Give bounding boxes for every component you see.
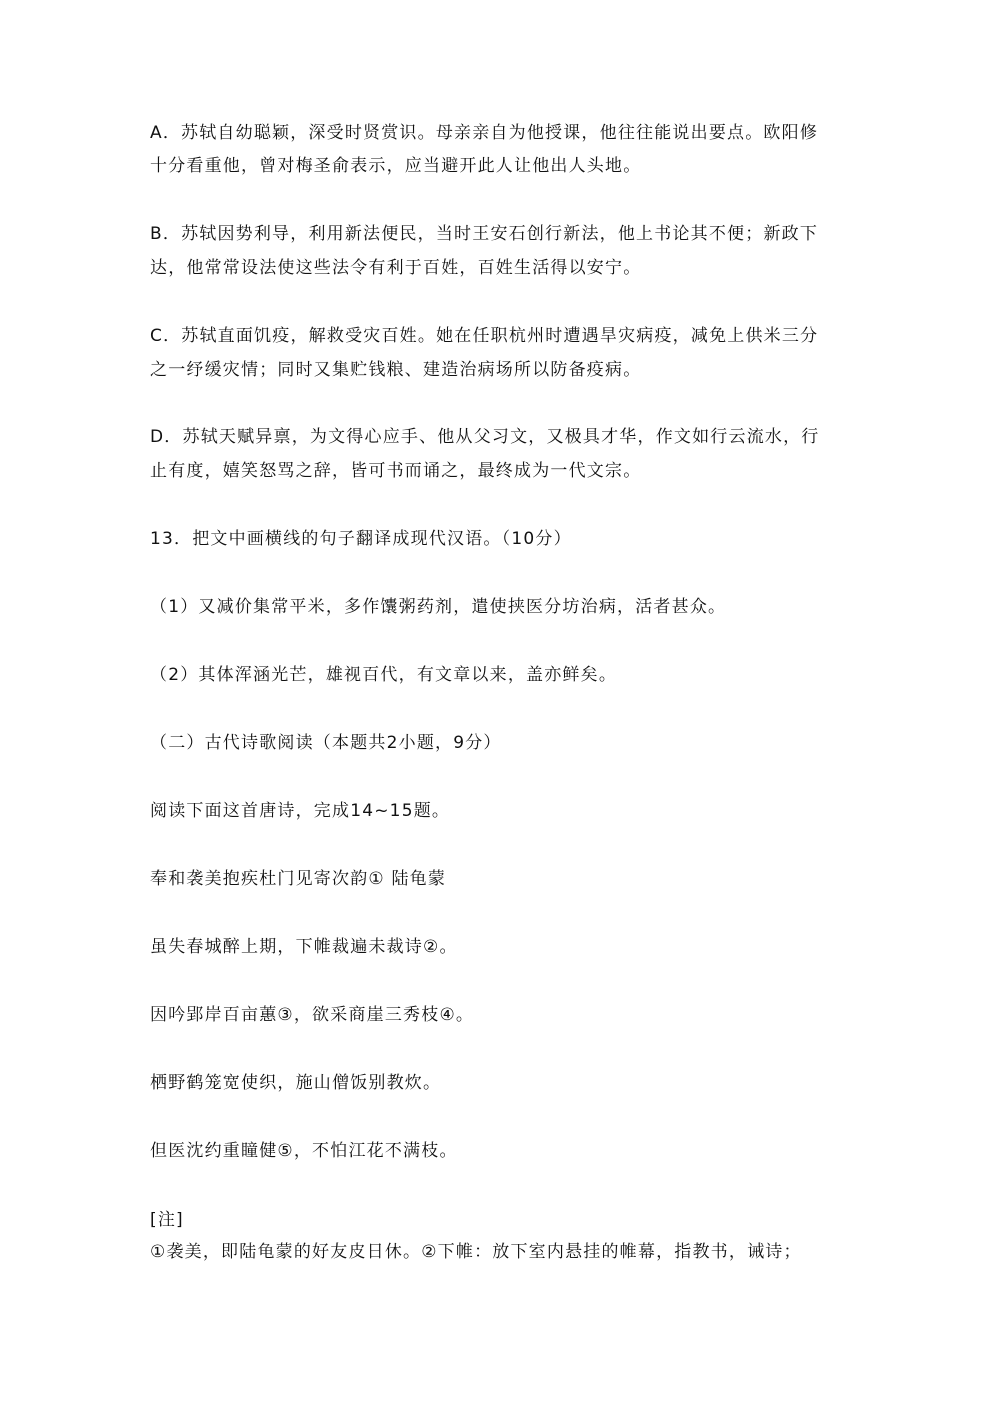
option-a-line-2: 十分看重他，曾对梅圣俞表示，应当避开此人让他出人头地。 [150, 156, 642, 176]
option-b-line-1: B．苏轼因势利导，利用新法便民，当时王安石创行新法，他上书论其不便；新政下 [150, 224, 819, 244]
notes-label: [注] [150, 1210, 184, 1230]
poem-line-1: 虽失春城醉上期，下帷裁遍未裁诗②。 [150, 937, 458, 957]
section-heading: （二）古代诗歌阅读（本题共2小题，9分） [150, 733, 502, 753]
option-a-line-1: A．苏轼自幼聪颖，深受时贤赏识。母亲亲自为他授课，他往往能说出要点。欧阳修 [150, 123, 819, 143]
option-d-line-1: D．苏轼天赋异禀，为文得心应手、他从父习文，又极具才华，作文如行云流水，行 [150, 427, 820, 447]
notes-text: ①袭美，即陆龟蒙的好友皮日休。②下帷：放下室内悬挂的帷幕，指教书，诫诗； [150, 1242, 802, 1262]
option-b-line-2: 达，他常常设法使这些法令有利于百姓，百姓生活得以安宁。 [150, 258, 642, 278]
option-d-line-2: 止有度，嬉笑怒骂之辞，皆可书而诵之，最终成为一代文宗。 [150, 461, 642, 481]
poem-line-3: 栖野鹤笼宽使织，施山僧饭别教炊。 [150, 1073, 442, 1093]
poem-line-4: 但医沈约重瞳健⑤，不怕江花不满枝。 [150, 1141, 458, 1161]
poem-line-2: 因吟郢岸百亩蕙③，欲采商崖三秀枝④。 [150, 1005, 475, 1025]
option-c-line-1: C．苏轼直面饥疫，解救受灾百姓。她在任职杭州时遭遇旱灾病疫，减免上供米三分 [150, 326, 819, 346]
question-13-sub-1: （1）又减价集常平米，多作馕粥药剂，遣使挟医分坊治病，活者甚众。 [150, 597, 727, 617]
option-c-line-2: 之一纾缓灾情；同时又集贮钱粮、建造治病场所以防备疫病。 [150, 360, 642, 380]
question-13-sub-2: （2）其体浑涵光芒，雄视百代，有文章以来，盖亦鲜矣。 [150, 665, 618, 685]
question-13-title: 13．把文中画横线的句子翻译成现代汉语。（10分） [150, 529, 572, 549]
section-instruction: 阅读下面这首唐诗，完成14~15题。 [150, 801, 451, 821]
poem-title-author: 奉和袭美抱疾杜门见寄次韵① 陆龟蒙 [150, 869, 447, 889]
